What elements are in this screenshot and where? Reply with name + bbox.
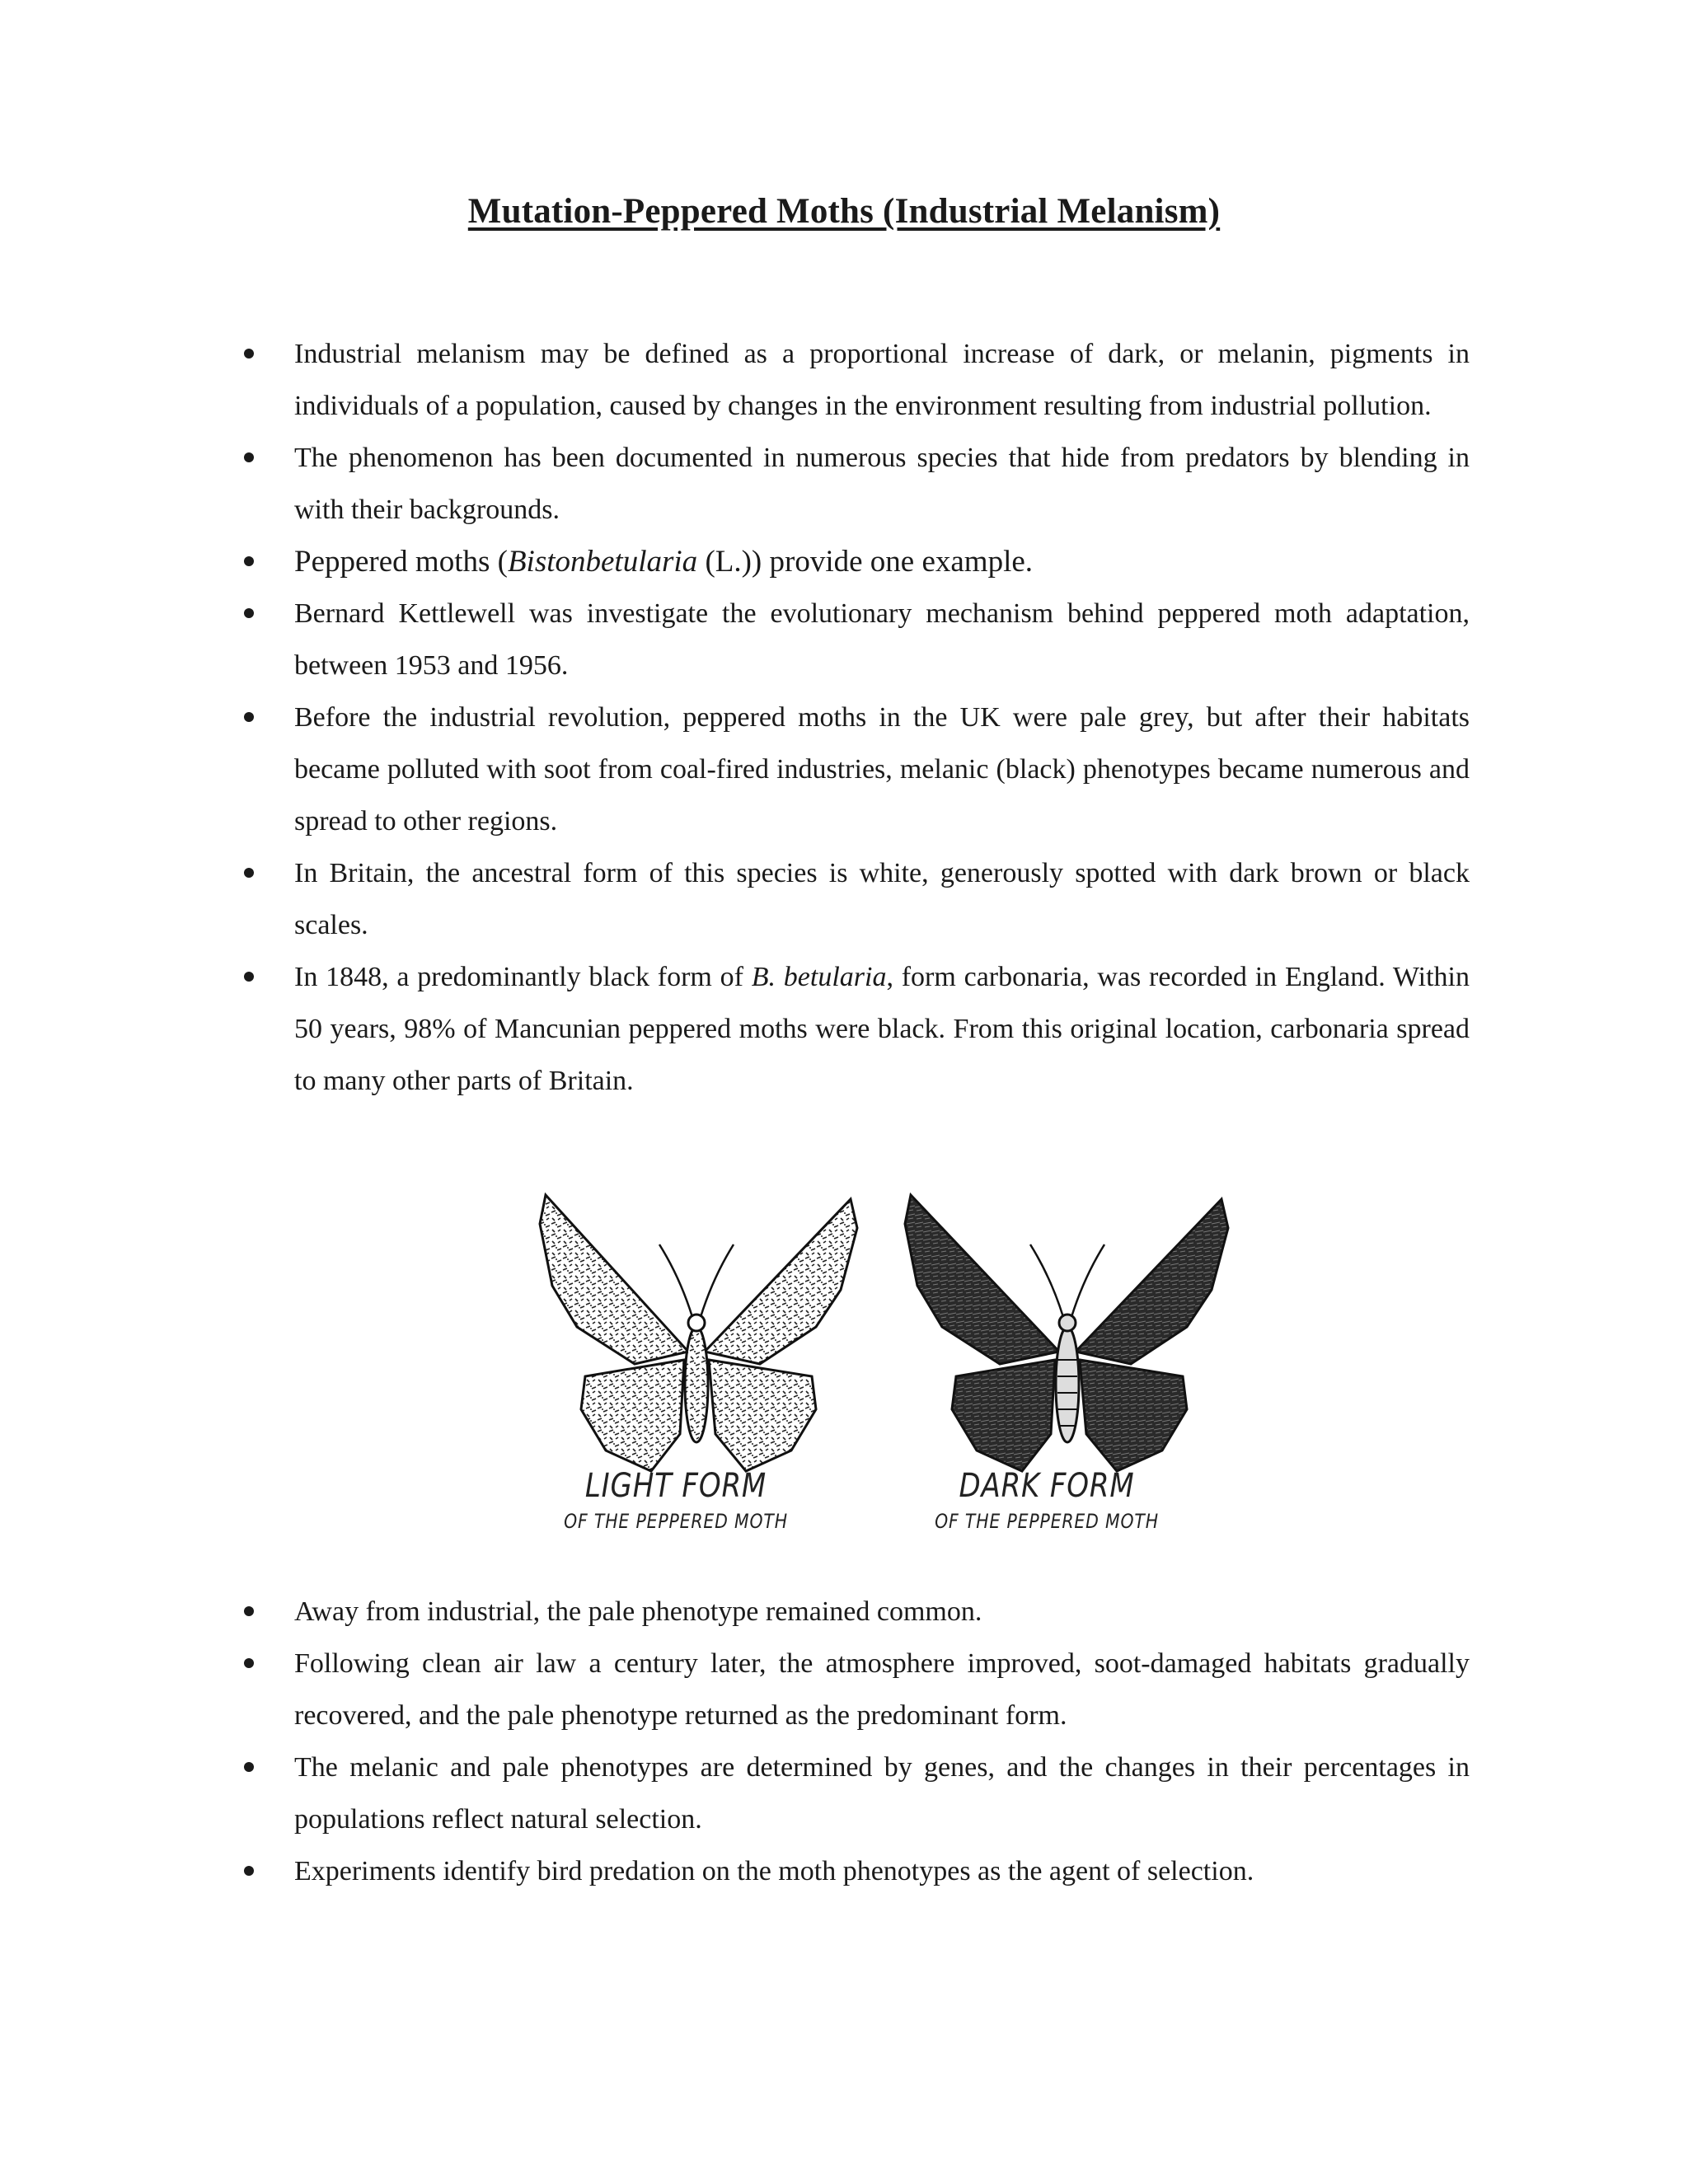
bullet-list-bottom	[0, 1586, 1470, 1897]
bullet-icon	[244, 972, 254, 982]
light-form-label: LIGHT FORM	[584, 1467, 767, 1505]
bullet-icon	[244, 1762, 254, 1772]
bullet-icon	[244, 712, 254, 722]
bullet-icon	[244, 868, 254, 878]
bullet-icon	[244, 556, 254, 566]
list-item: Experiments identify bird predation on the moth phenotypes as the agent of selection.	[0, 1845, 1470, 1897]
bullet-icon	[244, 1866, 254, 1876]
list-item: The phenomenon has been documented in numerous species that hide from predators by blending in with their backgrounds.	[0, 432, 1470, 536]
dark-form-label: DARK FORM	[959, 1467, 1135, 1505]
bullet-icon	[244, 349, 254, 359]
bullet-icon	[244, 1606, 254, 1616]
list-item: In Britain, the ancestral form of this species is white, generously spotted with dark brown or black scales.	[0, 847, 1470, 951]
page-title: Mutation-Peppered Moths (Industrial Melanism)	[467, 192, 1221, 231]
moth-illustration	[528, 1187, 1245, 1549]
bullet-icon	[244, 608, 254, 618]
bullet-icon	[244, 452, 254, 462]
list-item: Peppered moths (Bistonbetularia (L.)) provide one example.	[0, 536, 1470, 588]
light-form-sublabel: OF THE PEPPERED MOTH	[564, 1510, 788, 1533]
bullet-list-top	[0, 328, 1470, 1107]
list-item: Away from industrial, the pale phenotype remained common.	[0, 1586, 1470, 1638]
bullet-icon	[244, 1658, 254, 1668]
dark-form-sublabel: OF THE PEPPERED MOTH	[935, 1510, 1159, 1533]
list-item: The melanic and pale phenotypes are determined by genes, and the changes in their percentages in populations reflect natural selection.	[0, 1741, 1470, 1845]
light-moth-icon	[540, 1195, 857, 1471]
list-item: Before the industrial revolution, peppered moths in the UK were pale grey, but after their habitats became polluted with soot from coal-fired industries, melanic (black) phenotypes became numerous and spread to other regions.	[0, 691, 1470, 847]
species-name: Bistonbetularia	[507, 545, 698, 579]
list-item: Following clean air law a century later, the atmosphere improved, soot-damaged habitats gradually recovered, and the pale phenotype returned as the predominant form.	[0, 1638, 1470, 1741]
list-item: Industrial melanism may be defined as a proportional increase of dark, or melanin, pigments in individuals of a population, caused by changes in the environment resulting from industrial pollution.	[0, 328, 1470, 432]
list-item: Bernard Kettlewell was investigate the evolutionary mechanism behind peppered moth adaptation, between 1953 and 1956.	[0, 588, 1470, 691]
dark-moth-icon	[905, 1195, 1228, 1471]
species-name: B. betularia	[751, 962, 887, 992]
list-item: In 1848, a predominantly black form of B. betularia, form carbonaria, was recorded in England. Within 50 years, 98% of Mancunian peppered moths were black. From this original location, carbonaria spread to many other parts of Britain.	[0, 951, 1470, 1107]
